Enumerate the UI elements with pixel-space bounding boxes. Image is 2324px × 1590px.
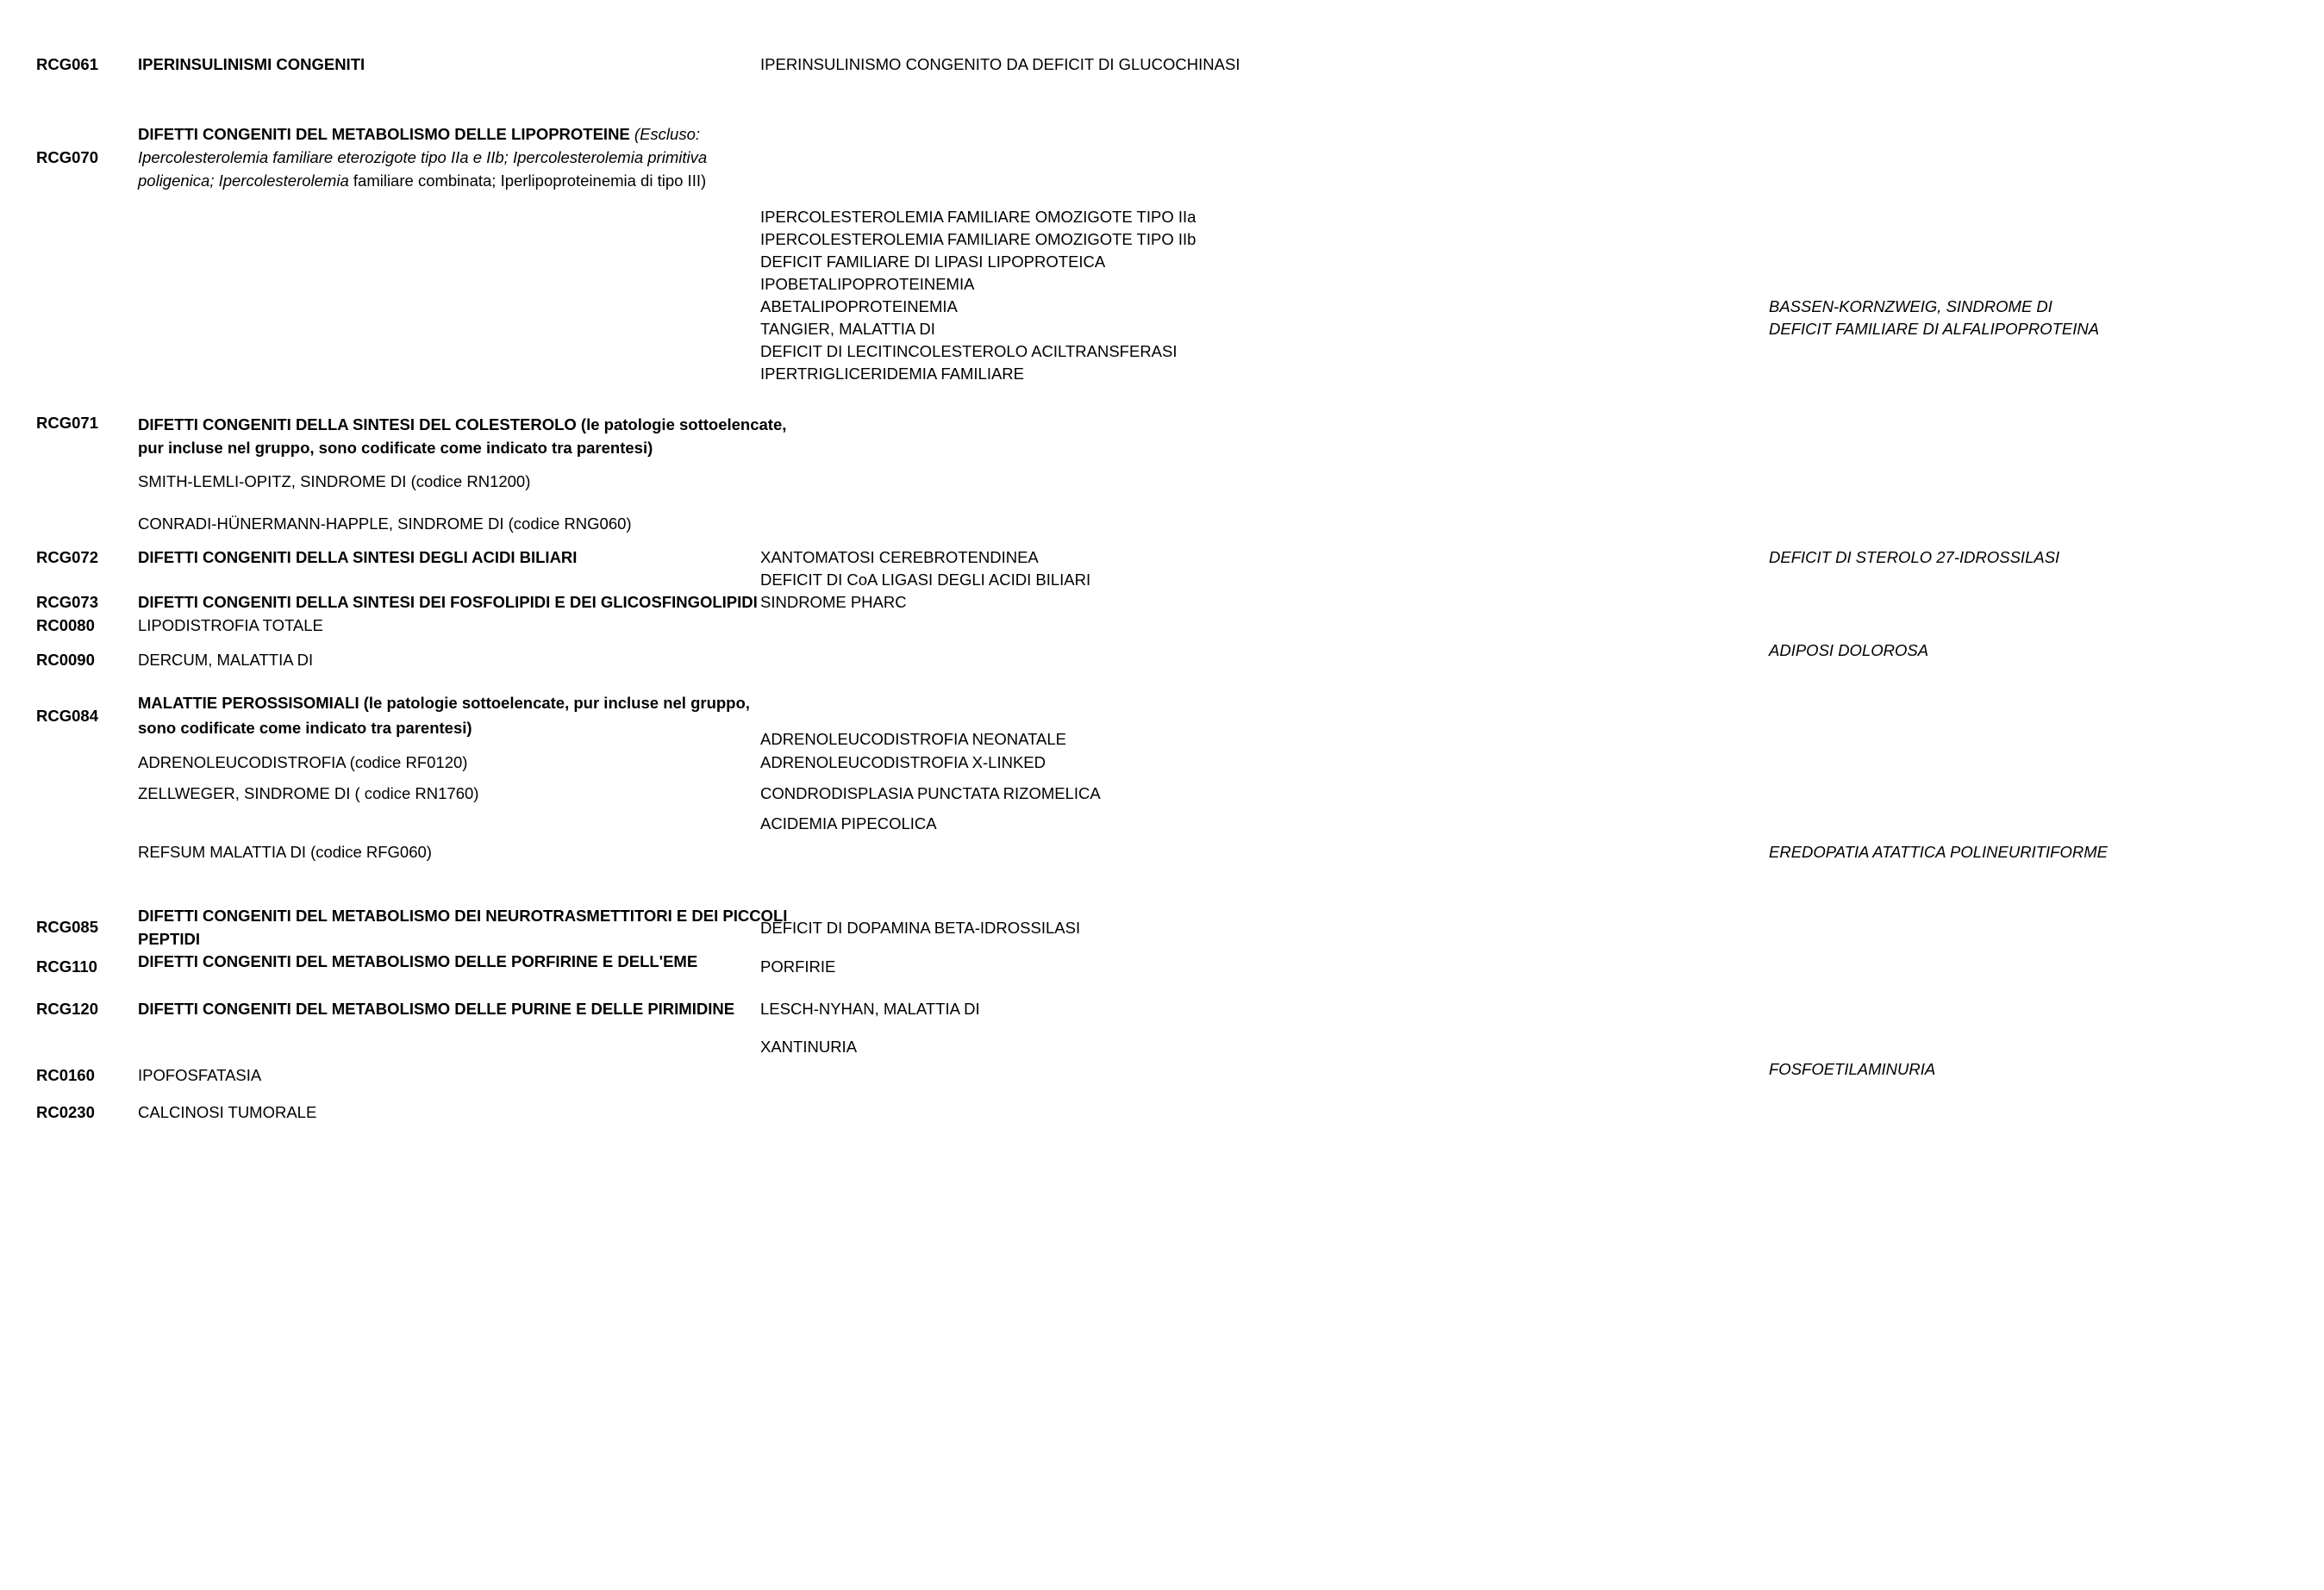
disease-name: XANTINURIA [760,1038,858,1056]
group-name: PEPTIDI [138,930,200,948]
row-code: RC0090 [36,651,95,669]
group-name: DERCUM, MALATTIA DI [138,651,314,669]
group-name [138,123,700,146]
sub-pathology: CONRADI-HÜNERMANN-HAPPLE, SINDROME DI (codice RNG060) [138,514,632,533]
group-name: CALCINOSI TUMORALE [138,1103,317,1121]
group-name: DIFETTI CONGENITI DELLA SINTESI DEL COLESTEROLO (le patologie sottoelencate, [138,415,787,433]
disease-name: ADRENOLEUCODISTROFIA X-LINKED [760,753,1046,771]
disease-list [760,546,1090,591]
disease-name: IPERINSULINISMO CONGENITO DA DEFICIT DI GLUCOCHINASI [760,55,1240,73]
synonym-list [1769,296,2099,340]
group-name: DIFETTI CONGENITI DEL METABOLISMO DELLE PORFIRINE E DELL'EME [138,952,698,970]
group-name: IPOFOSFATASIA [138,1066,262,1084]
row-code: RC0080 [36,616,95,634]
row-code: RCG070 [36,148,98,166]
group-name: pur incluse nel gruppo, sono codificate come indicato tra parentesi) [138,439,653,457]
disease-name: IPOBETALIPOPROTEINEMIA [760,275,975,293]
row-code: RCG071 [36,414,98,432]
synonym-name: ADIPOSI DOLOROSA [1769,641,1929,659]
disease-name: IPERCOLESTEROLEMIA FAMILIARE OMOZIGOTE TIPO IIb [760,230,1196,248]
group-exclusion-note [138,170,706,192]
disease-list [760,206,1196,385]
group-exclusion-plain: familiare combinata; Iperlipoproteinemia di tipo III) [353,171,707,190]
synonym-name: DEFICIT FAMILIARE DI ALFALIPOPROTEINA [1769,320,2100,338]
group-name: LIPODISTROFIA TOTALE [138,616,323,634]
group-name: DIFETTI CONGENITI DEL METABOLISMO DELLE PURINE E DELLE PIRIMIDINE [138,1000,735,1018]
group-name: DIFETTI CONGENITI DELLA SINTESI DEI FOSFOLIPIDI E DEI GLICOSFINGOLIPIDI [138,593,758,611]
disease-name: SINDROME PHARC [760,593,907,611]
group-exclusion-note: (Escluso: [634,125,700,143]
group-name: sono codificate come indicato tra parentesi) [138,719,472,737]
group-exclusion-italic: poligenica; Ipercolesterolemia [138,171,349,190]
disease-name: IPERTRIGLICERIDEMIA FAMILIARE [760,365,1025,383]
row-code: RCG072 [36,548,98,566]
synonym-name: FOSFOETILAMINURIA [1769,1060,1936,1078]
row-code: RCG061 [36,55,98,73]
row-code: RCG120 [36,1000,98,1018]
disease-name: ABETALIPOPROTEINEMIA [760,297,958,315]
row-code: RCG084 [36,707,98,725]
disease-name: DEFICIT DI DOPAMINA BETA-IDROSSILASI [760,919,1081,937]
disease-name: DEFICIT DI CoA LIGASI DEGLI ACIDI BILIARI [760,571,1091,589]
group-name: DIFETTI CONGENITI DEL METABOLISMO DEI NEUROTRASMETTITORI E DEI PICCOLI [138,907,788,925]
disease-name: TANGIER, MALATTIA DI [760,320,935,338]
row-code: RCG110 [36,957,97,976]
sub-pathology: ZELLWEGER, SINDROME DI ( codice RN1760) [138,784,479,802]
sub-pathology: ADRENOLEUCODISTROFIA (codice RF0120) [138,753,468,771]
synonym-name: EREDOPATIA ATATTICA POLINEURITIFORME [1769,843,2108,861]
disease-name: LESCH-NYHAN, MALATTIA DI [760,1000,980,1018]
synonym-name: BASSEN-KORNZWEIG, SINDROME DI [1769,297,2052,315]
disease-name: IPERCOLESTEROLEMIA FAMILIARE OMOZIGOTE TIPO IIa [760,208,1196,226]
group-name: DIFETTI CONGENITI DELLA SINTESI DEGLI ACIDI BILIARI [138,548,578,566]
group-name-bold: DIFETTI CONGENITI DEL METABOLISMO DELLE LIPOPROTEINE [138,125,630,143]
disease-name: ADRENOLEUCODISTROFIA NEONATALE [760,730,1066,748]
group-exclusion-note: Ipercolesterolemia familiare eterozigote tipo IIa e IIb; Ipercolesterolemia primitiva [138,148,708,166]
disease-name: ACIDEMIA PIPECOLICA [760,814,937,832]
row-code: RCG085 [36,918,98,936]
group-name: IPERINSULINISMI CONGENITI [138,55,365,73]
disease-name: CONDRODISPLASIA PUNCTATA RIZOMELICA [760,784,1101,802]
group-name: MALATTIE PEROSSISOMIALI (le patologie sottoelencate, pur incluse nel gruppo, [138,694,750,712]
synonym-name: DEFICIT DI STEROLO 27-IDROSSILASI [1769,548,2060,566]
sub-pathology: SMITH-LEMLI-OPITZ, SINDROME DI (codice RN1200) [138,472,531,490]
row-code: RCG073 [36,593,98,611]
disease-name: DEFICIT DI LECITINCOLESTEROLO ACILTRANSFERASI [760,342,1178,360]
row-code: RC0160 [36,1066,95,1084]
sub-pathology: REFSUM MALATTIA DI (codice RFG060) [138,843,432,861]
disease-name: DEFICIT FAMILIARE DI LIPASI LIPOPROTEICA [760,253,1106,271]
disease-name: XANTOMATOSI CEREBROTENDINEA [760,548,1039,566]
row-code: RC0230 [36,1103,95,1121]
disease-name: PORFIRIE [760,957,836,976]
